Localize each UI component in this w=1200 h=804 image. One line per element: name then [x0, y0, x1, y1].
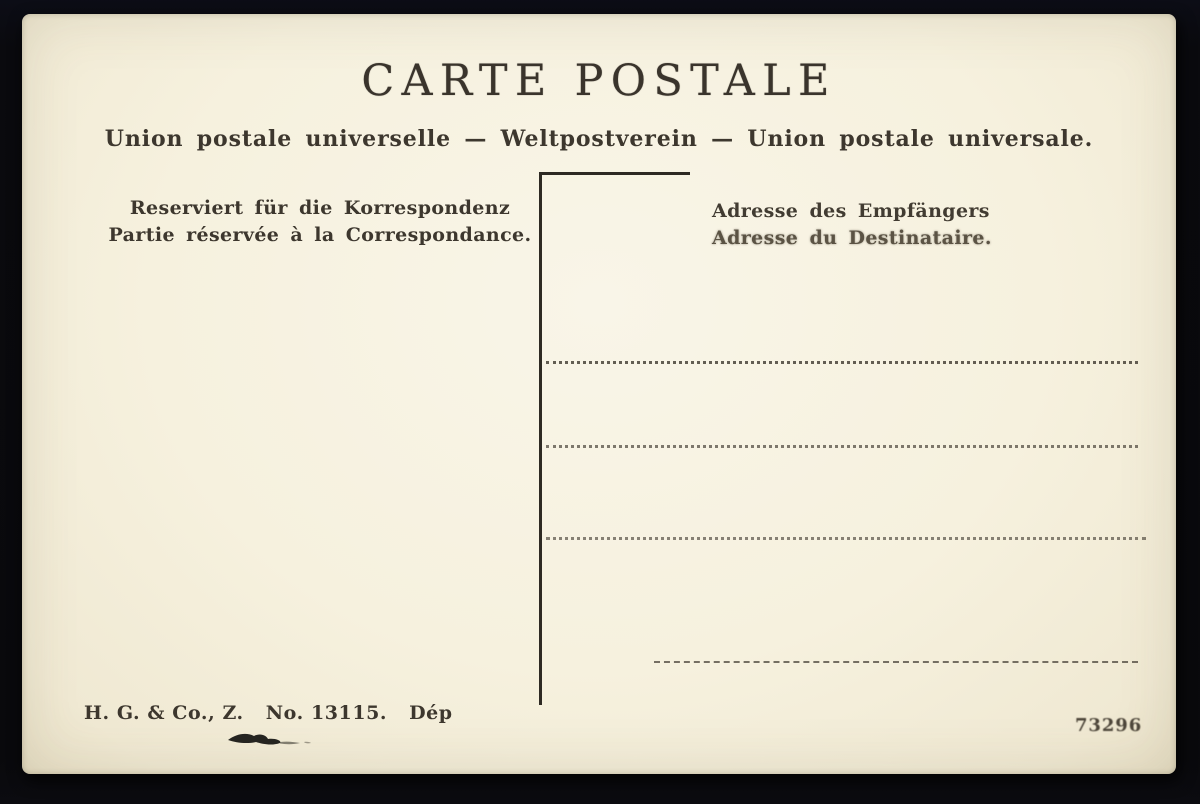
postal-union-subtitle: Union postale universelle — Weltpostverein — Union postale universale. [104, 126, 1094, 152]
address-section [712, 198, 992, 252]
postcard-back [22, 14, 1176, 774]
divider-top-rule [539, 172, 690, 175]
card-number: No. 13115. [265, 702, 388, 724]
serial-number: 73296 [1075, 715, 1143, 736]
address-label-french: Adresse du Destinataire. [712, 227, 992, 249]
imprint-suffix: Dép [409, 702, 453, 724]
correspondence-section [90, 195, 550, 249]
postcard-title: CARTE POSTALE [361, 56, 837, 106]
divider-vertical-rule [539, 172, 542, 705]
address-dotted-line-1 [546, 361, 1138, 364]
address-dotted-line-4 [654, 661, 1138, 663]
address-label-german: Adresse des Empfängers [712, 200, 990, 222]
correspondence-label-german: Reserviert für die Korrespondenz [129, 197, 511, 219]
ink-smudge [222, 730, 312, 752]
address-dotted-line-3 [546, 537, 1146, 540]
address-dotted-line-2 [546, 445, 1138, 448]
publisher-imprint [84, 702, 453, 724]
publisher-name: H. G. & Co., Z. [84, 702, 244, 724]
correspondence-label-french: Partie réservée à la Correspondance. [108, 224, 532, 246]
